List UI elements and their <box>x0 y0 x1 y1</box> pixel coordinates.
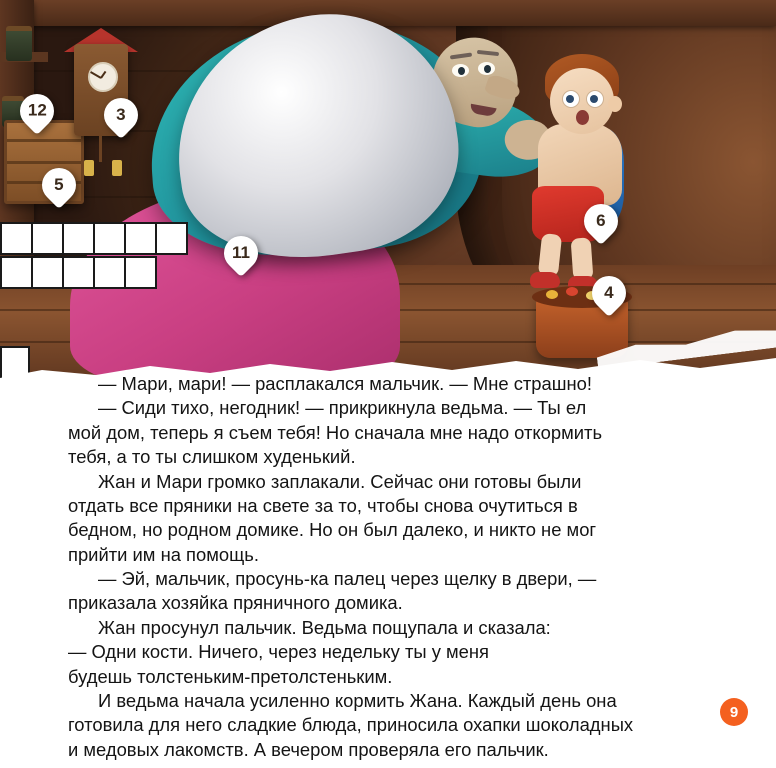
witch-pupil <box>484 65 491 73</box>
crossword-cell[interactable] <box>93 222 126 255</box>
boy-leg <box>571 237 594 280</box>
ceiling-beam <box>0 0 776 26</box>
crossword-grid-row-2[interactable] <box>0 256 155 289</box>
story-line: будешь толстеньким-претолстеньким. <box>68 665 393 687</box>
jar <box>6 26 32 61</box>
crossword-cell[interactable] <box>124 256 157 289</box>
boy-mouth <box>576 110 589 125</box>
boy-shoe <box>530 272 560 288</box>
story-line: Жан и Мари громко заплакали. Сейчас они готовы были <box>98 470 582 492</box>
boy-pupil <box>566 95 574 103</box>
clock-pendulum <box>99 136 102 162</box>
story-line: приказала хозяйка пряничного домика. <box>68 592 403 614</box>
story-line: тебя, а то ты слишком худенький. <box>68 446 356 468</box>
candy <box>566 287 578 296</box>
page-number: 9 <box>729 703 739 721</box>
clock-weight <box>84 160 94 176</box>
story-line: и медовых лакомств. А вечером проверяла его пальчик. <box>68 738 549 760</box>
story-line: отдать все пряники на свете за то, чтобы снова очутиться в <box>68 494 578 516</box>
boy-ear <box>608 96 622 112</box>
story-line: Жан просунул пальчик. Ведьма пощупала и сказала: <box>98 616 551 638</box>
story-line: прийти им на помощь. <box>68 543 259 565</box>
marker-label: 3 <box>116 105 126 124</box>
marker-label: 6 <box>596 211 606 230</box>
story-line: мой дом, теперь я съем тебя! Но сначала мне надо откормить <box>68 421 603 443</box>
crossword-cell[interactable] <box>0 256 33 289</box>
marker-label: 4 <box>604 283 614 302</box>
story-line: — Одни кости. Ничего, через недельку ты у меня <box>68 641 490 663</box>
candy <box>546 290 558 299</box>
crossword-cell[interactable] <box>0 222 33 255</box>
crossword-cell[interactable] <box>31 256 64 289</box>
witch-pupil <box>458 67 465 75</box>
crossword-cell[interactable] <box>31 222 64 255</box>
crossword-grid-row-1[interactable] <box>0 222 186 255</box>
story-line: бедном, но родном домике. Но он был далеко, и никто не мог <box>68 519 597 541</box>
clock-weight <box>112 160 122 176</box>
marker-label: 11 <box>232 243 250 263</box>
crossword-cell[interactable] <box>93 256 126 289</box>
story-line: готовила для него сладкие блюда, приносила охапки шоколадных <box>68 714 634 736</box>
story-line: — Мари, мари! — расплакался мальчик. — Мне страшно! <box>98 373 593 394</box>
crossword-cell[interactable] <box>62 222 95 255</box>
story-line: — Сиди тихо, негодник! — прикрикнула ведьма. — Ты ел <box>98 397 587 419</box>
page-number-badge <box>720 698 748 726</box>
marker-label: 5 <box>54 175 64 194</box>
crossword-cell[interactable] <box>155 222 188 255</box>
boy-pupil <box>590 95 598 103</box>
crossword-cell[interactable] <box>124 222 157 255</box>
story-text <box>68 372 712 762</box>
story-line: И ведьма начала усиленно кормить Жана. Каждый день она <box>98 689 617 711</box>
marker-label: 12 <box>27 101 47 121</box>
story-line: — Эй, мальчик, просунь-ка палец через щелку в двери, — <box>98 568 597 589</box>
crossword-cell[interactable] <box>62 256 95 289</box>
clock-face <box>88 62 118 92</box>
